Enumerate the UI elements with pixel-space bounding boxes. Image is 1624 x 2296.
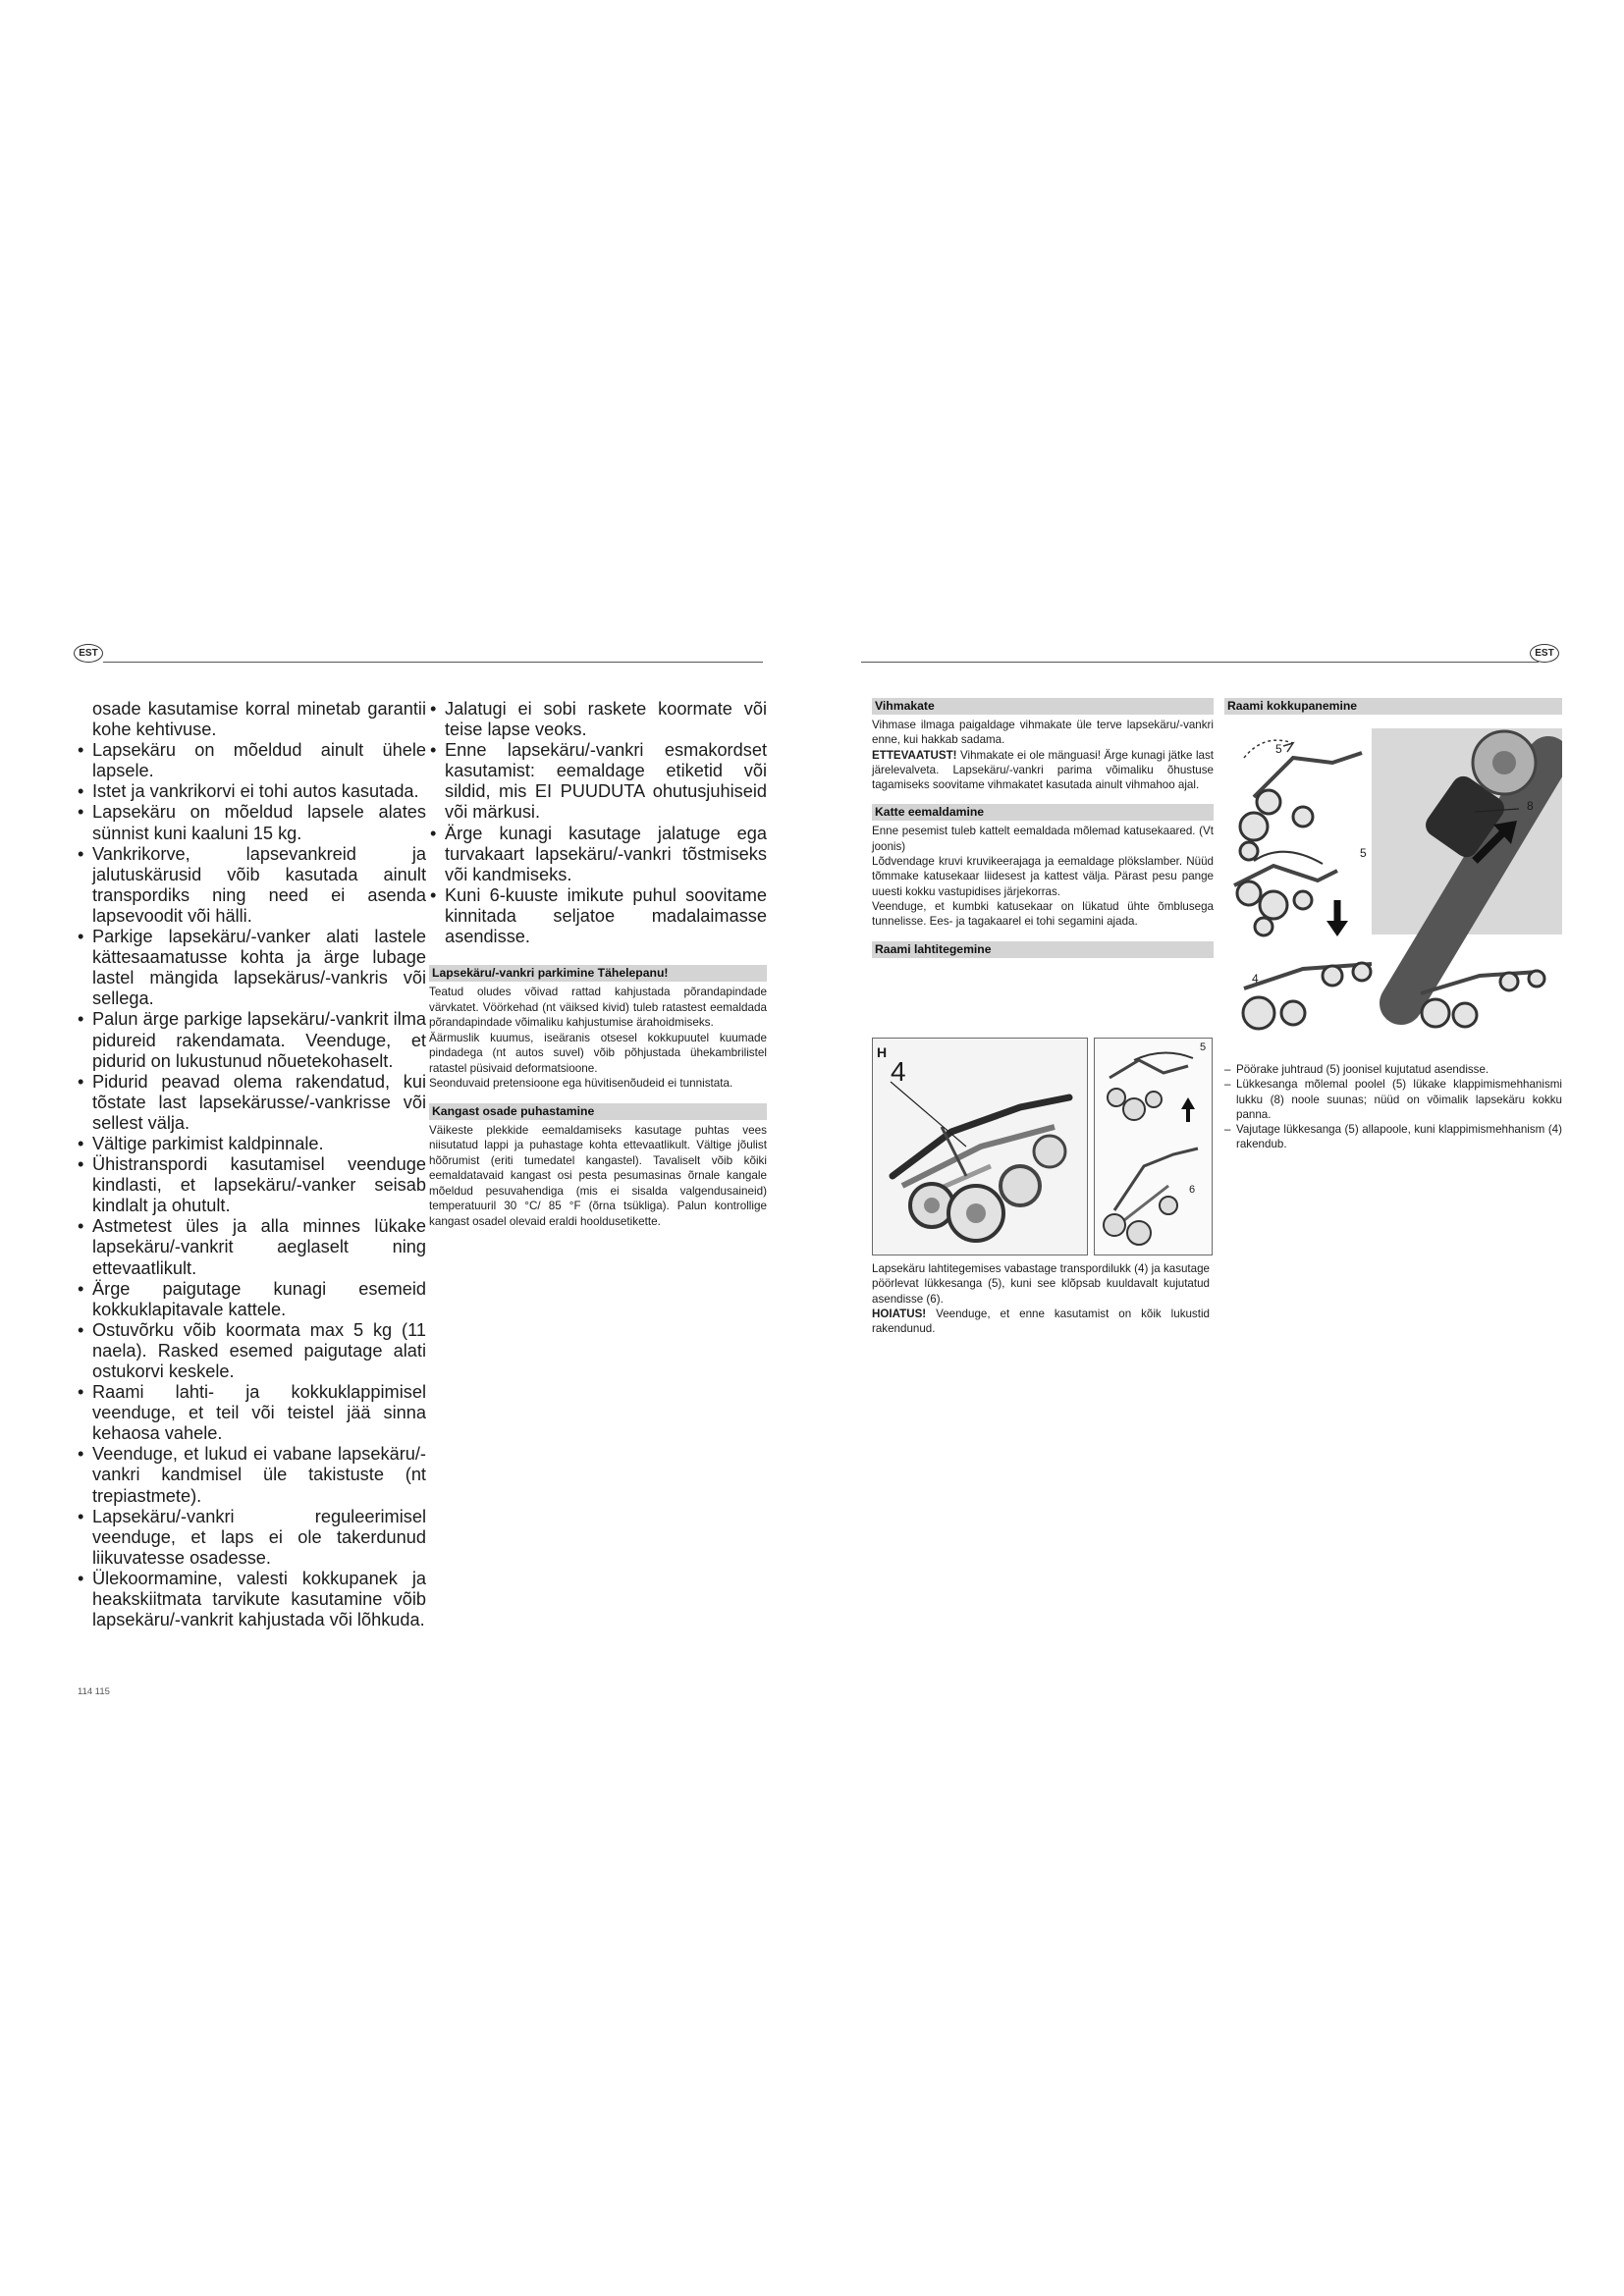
- unfolding-text: [872, 1261, 1210, 1336]
- folding-step: – Pöörake juhtraud (5) joonisel kujutatud asendisse.: [1224, 1062, 1562, 1077]
- rain-cover-paragraph: Vihmase ilmaga paigaldage vihmakate üle terve lapsekäru/-vankri enne, kui hakkab sadama.: [872, 719, 1214, 747]
- folding-figure: [1224, 719, 1562, 1054]
- safety-item: • Ühistranspordi kasutamisel veenduge kindlasti, et lapsekäru/-vanker seisab kindlalt ja ohutult.: [77, 1154, 426, 1216]
- safety-item: • Ärge kunagi kasutage jalatuge ega turvakaart lapsekäru/-vankri tõstmiseks või kandmiseks.: [429, 824, 767, 885]
- safety-item: • Veenduge, et lukud ei vabane lapsekäru/-vankri kandmisel üle takistuste (nt trepiastmete).: [77, 1444, 426, 1506]
- folding-step: – Lükkesanga mõlemal poolel (5) lükake klappimismehhanismi lukku (8) noole suunas; nüüd on võimalik lapsekäru kokku panna.: [1224, 1077, 1562, 1122]
- safety-item: • Parkige lapsekäru/-vanker alati lastele kättesaamatusse kohta ja ärge lubage lastel mängida lapsekärus/-vankris või sellega.: [77, 927, 426, 1009]
- safety-item: osade kasutamise korral minetab garantii kohe kehtivuse.: [92, 699, 426, 740]
- section-heading-rain-cover: Vihmakate: [872, 698, 1214, 715]
- safety-item: • Ostuvõrku võib koormata max 5 kg (11 naela). Rasked esemed paigutage alati ostukorvi keskele.: [77, 1320, 426, 1382]
- figure-label-4: 4: [891, 1056, 906, 1087]
- header-rule-right: [861, 662, 1539, 663]
- safety-item: • Enne lapsekäru/-vankri esmakordset kasutamist: eemaldage etiketid või sildid, mis EI PUUDUTA ohutusjuhiseid või märkusi.: [429, 740, 767, 823]
- unfolding-figure-steps: [1094, 1038, 1213, 1255]
- safety-item: • Lapsekäru/-vankri reguleerimisel veenduge, et laps ei ole takerdunud liikuvatesse osadesse.: [77, 1507, 426, 1569]
- folding-steps: [1224, 1062, 1562, 1152]
- unfolding-warning: [872, 1307, 1210, 1337]
- safety-item: • Ärge paigutage kunagi esemeid kokkuklapitavale kattele.: [77, 1279, 426, 1320]
- parking-paragraph: Äärmuslik kuumus, iseäranis otsesel kokkupuutel kuumade pindadega (nt autos suvel) võib põhjustada ühekambrilistel ratastel püsivaid deformatsioone.: [429, 1031, 767, 1075]
- safety-item: • Vältige parkimist kaldpinnale.: [77, 1134, 426, 1154]
- figure-label-h: H: [877, 1044, 888, 1060]
- unfolding-paragraph: Lapsekäru lahtitegemises vabastage transpordilukk (4) ja kasutage pöörlevat lükkesanga (5), kuni see klõpsab kuuldavalt kujutatud asendisse (6).: [872, 1262, 1210, 1306]
- safety-item: • Vankrikorve, lapsevankreid ja jalutuskärusid võib kasutada ainult transpordiks ning need ei asenda lapsevoodit või hälli.: [77, 844, 426, 927]
- safety-item: • Istet ja vankrikorvi ei tohi autos kasutada.: [77, 781, 426, 802]
- safety-item: • Lapsekäru on mõeldud lapsele alates sünnist kuni kaaluni 15 kg.: [77, 802, 426, 843]
- section-heading-folding: Raami kokkupanemine: [1224, 698, 1562, 715]
- figure-label-4: 4: [1252, 972, 1259, 986]
- cover-paragraph: Veenduge, et kumbki katusekaar on lükatud ühte õmblusega tunnelisse. Ees- ja tagakaarel ei tohi segamini ajada.: [872, 899, 1214, 929]
- page-number: 114 115: [78, 1686, 110, 1697]
- language-badge-right: EST: [1530, 644, 1559, 663]
- safety-item: • Palun ärge parkige lapsekäru/-vankrit ilma pidureid rakendamata. Veenduge, et pidurid on lukustunud nõuetekohaselt.: [77, 1009, 426, 1071]
- section-heading-cleaning: Kangast osade puhastamine: [429, 1103, 767, 1120]
- figure-label-5: 5: [1275, 742, 1282, 756]
- safety-item: • Astmetest üles ja alla minnes lükake lapsekäru/-vankrit aeglaselt ning ettevaatlikult.: [77, 1216, 426, 1278]
- header-rule-left: [103, 662, 763, 663]
- canopy-column: [872, 698, 1214, 961]
- section-heading-unfolding: Raami lahtitegemine: [872, 941, 1214, 958]
- rain-cover-warning: [872, 748, 1214, 793]
- safety-item: • Raami lahti- ja kokkuklappimisel veenduge, et teil või teistel jää sinna kehaosa vahele.: [77, 1382, 426, 1444]
- figure-label-5: 5: [1360, 846, 1367, 860]
- section-heading-cover-removal: Katte eemaldamine: [872, 804, 1214, 821]
- cleaning-paragraph: Väikeste plekkide eemaldamiseks kasutage puhtas vees niisutatud lappi ja puhastage kohta ettevaatlikult. Vältige jõulist hõõrumist (eriti tumedatel kangastel). Tavaliselt võib kõiki eemaldatavaid kangast osi pesta pesumasinas õrnale kangale mõeldud pesuvahendiga (mis ei sisalda valgendusaineid) temperatuuril 30 °C/ 85 °F (õrna tsükliga). Palun kontrollige kangast osadel olevaid eraldi hooldusetikette.: [429, 1123, 767, 1228]
- safety-column-2: [429, 699, 767, 1229]
- figure-label-6: 6: [1189, 1184, 1196, 1196]
- safety-item: • Jalatugi ei sobi raskete koormate või teise lapse veoks.: [429, 699, 767, 740]
- figure-label-8: 8: [1527, 799, 1534, 813]
- safety-item: • Lapsekäru on mõeldud ainult ühele lapsele.: [77, 740, 426, 781]
- safety-item: • Pidurid peavad olema rakendatud, kui tõstate last lapsekärusse/-vankrisse või sellest välja.: [77, 1072, 426, 1134]
- warning-label: HOIATUS!: [872, 1307, 927, 1320]
- folding-step: – Vajutage lükkesanga (5) allapoole, kuni klappimismehhanism (4) rakendub.: [1224, 1122, 1562, 1152]
- unfolding-figure-main: [872, 1038, 1088, 1255]
- safety-item: • Ülekoormamine, valesti kokkupanek ja heakskiitmata tarvikute kasutamine võib lapsekäru/-vankrit kahjustada või lõhkuda.: [77, 1569, 426, 1630]
- parking-paragraph: Teatud oludes võivad rattad kahjustada põrandapindade värvkatet. Vöörkehad (nt väiksed kivid) tuleb ratastest eemaldada põrandapindade võimaliku kahjustumise ärahoidmiseks.: [429, 986, 767, 1030]
- parking-paragraph: Seonduvaid pretensioone ega hüvitisenõudeid ei tunnistata.: [429, 1077, 733, 1091]
- language-badge-left: EST: [74, 644, 103, 663]
- cover-paragraph: Lõdvendage kruvi kruvikeerajaga ja eemaldage plökslamber. Nüüd tõmmake katusekaar liidesest ja kattest välja. Pärast pesu pange uuesti kokku vastupidises järjekorras.: [872, 855, 1214, 898]
- warning-text: Veenduge, et enne kasutamist on kõik lukustid rakendunud.: [872, 1307, 1210, 1336]
- safety-item: • Kuni 6-kuuste imikute puhul soovitame kinnitada seljatoe madalaimasse asendisse.: [429, 885, 767, 947]
- warning-label: ETTEVAATUST!: [872, 748, 957, 762]
- folding-column-header: [1224, 698, 1562, 718]
- safety-column-1: [77, 699, 426, 1630]
- warning-text: Vihmakate ei ole mänguasi! Ärge kunagi jätke last järelevalveta. Lapsekäru/-vankri parima võimaliku õhustuse tagamiseks soovitame vihmakatet kasutada ainult vihmahoo ajal.: [872, 748, 1214, 792]
- figure-label-5: 5: [1200, 1041, 1207, 1053]
- cover-paragraph: Enne pesemist tuleb kattelt eemaldada mõlemad katusekaared. (Vt joonis): [872, 825, 1214, 853]
- section-heading-parking: Lapsekäru/-vankri parkimine Tähelepanu!: [429, 965, 767, 982]
